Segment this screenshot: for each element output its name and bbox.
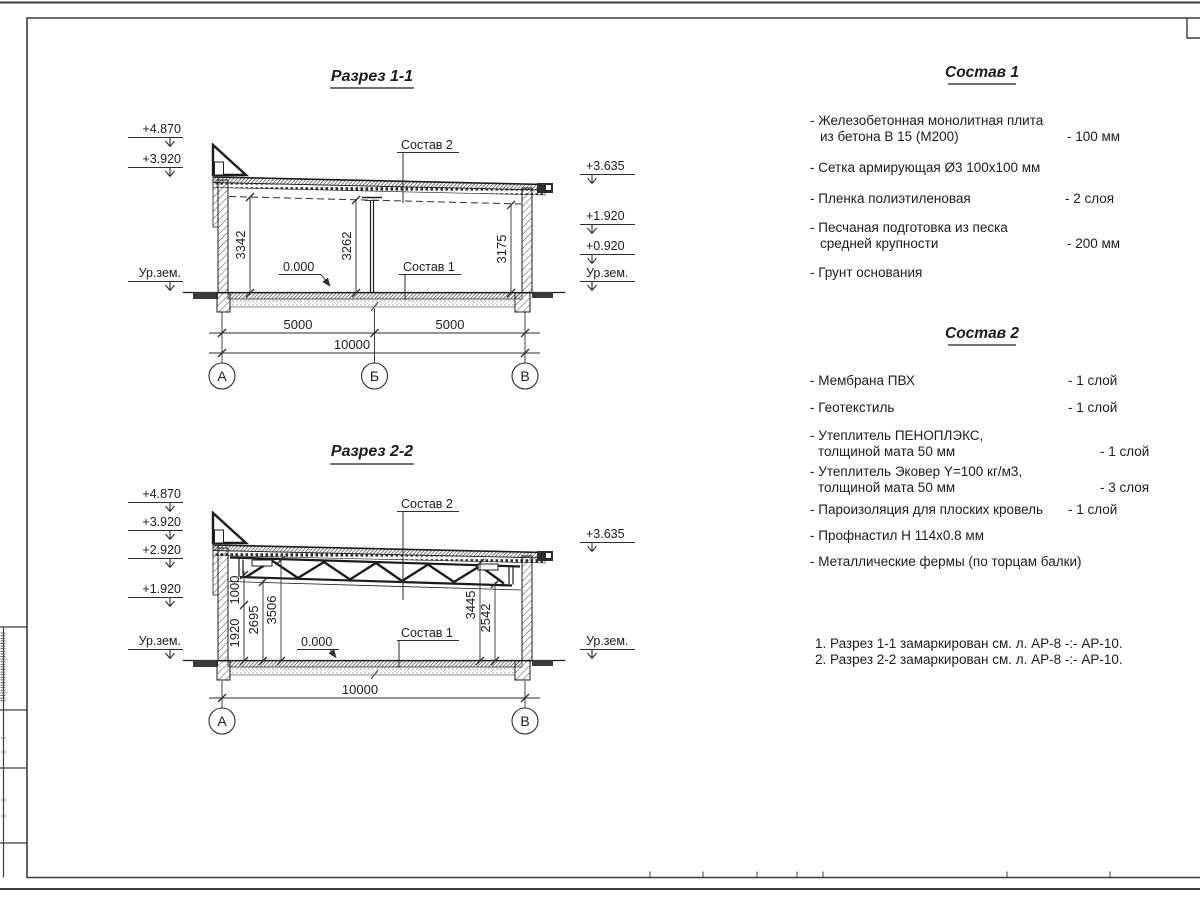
truss-bearing-pad-right	[478, 564, 498, 570]
ground-stub-right	[532, 292, 553, 298]
list-item-value: - 200 мм	[1067, 236, 1121, 251]
sostav2-leader-label: Состав 2	[401, 138, 453, 152]
zero-level-label: 0.000	[283, 260, 315, 274]
list-item-line: - Геотекстиль	[810, 400, 895, 415]
ground-stub-left	[193, 292, 218, 299]
elevation-mark-label: +3.920	[142, 152, 181, 166]
sand-bed-band	[230, 667, 515, 675]
list-item-line: - Утеплитель Эковер Y=100 кг/м3,	[810, 464, 1023, 479]
list-item-value: - 1 слой	[1100, 444, 1150, 459]
section-2-2-title: Разрез 2-2	[330, 443, 414, 460]
list-item-line: - Сетка армирующая Ø3 100х100 мм	[810, 160, 1041, 175]
axis-bubble-label: В	[520, 368, 530, 384]
note-line: 1. Разрез 1-1 замаркирован см. л. АР-8 -:- АР-10.	[815, 636, 1123, 651]
list-item-line: - Песчаная подготовка из песка	[810, 220, 1008, 235]
notes	[815, 636, 1123, 667]
list-item-line: толщиной мата 50 мм	[818, 444, 956, 459]
axis-bubble-label: В	[520, 713, 530, 729]
axis-bubble-label: А	[217, 368, 227, 384]
sostav1-leader-label: Состав 1	[403, 260, 455, 274]
sostav-1-heading: Состав 1	[945, 64, 1019, 81]
footing-right	[515, 293, 530, 312]
section-1-1-title: Разрез 1-1	[330, 68, 414, 85]
list-item-line: - Пароизоляция для плоских кровель	[810, 502, 1044, 517]
vertical-dim: 1000	[227, 575, 242, 605]
list-item-value: - 1 слой	[1068, 502, 1118, 517]
elevation-mark-label: +0.920	[586, 239, 625, 253]
vertical-dim: 2695	[246, 605, 261, 635]
list-item-line: средней крупности	[820, 236, 939, 251]
list-item-line: из бетона В 15 (М200)	[820, 129, 959, 144]
list-item-value: - 2 слоя	[1065, 191, 1115, 206]
list-item-line: - Железобетонная монолитная плита	[810, 113, 1044, 128]
footing-left	[217, 661, 230, 680]
list-item-value: - 1 слой	[1068, 373, 1118, 388]
floor-slab-band	[228, 293, 522, 299]
dim-5000-left: 5000	[283, 317, 313, 332]
sostav2-leader-label: Состав 2	[401, 497, 453, 511]
elevation-mark-label: +1.920	[586, 209, 625, 223]
note-line: 2. Разрез 2-2 замаркирован см. л. АР-8 -:- АР-10.	[815, 652, 1123, 667]
wall-right	[522, 188, 532, 293]
list-item-value: - 1 слой	[1068, 400, 1118, 415]
sostav1-leader-label: Состав 1	[401, 626, 453, 640]
parapet-wall-strip	[213, 177, 218, 227]
wall-right	[522, 556, 532, 661]
dim-5000-right: 5000	[435, 317, 465, 332]
footing-left	[217, 293, 230, 312]
elevation-mark-label: +3.920	[142, 515, 181, 529]
parapet-notch	[215, 530, 224, 543]
vertical-dim: 3445	[463, 590, 478, 620]
sostav-2-heading: Состав 2	[945, 325, 1019, 342]
ground-level-label: Ур.зем.	[586, 266, 629, 280]
elevation-mark-label: +3.635	[586, 159, 625, 173]
axis-bubble-label: А	[217, 713, 227, 729]
vertical-dim: 3342	[233, 230, 248, 260]
elevation-mark-label: +2.920	[142, 543, 181, 557]
ground-stub-right	[532, 660, 553, 666]
list-item-line: - Утеплитель ПЕНОПЛЭКС,	[810, 428, 984, 443]
vertical-dim: 3175	[494, 234, 509, 264]
elevation-mark-label: +4.870	[142, 487, 181, 501]
ground-level-label: Ур.зем.	[586, 634, 629, 648]
list-item-line: - Металлические фермы (по торцам балки)	[810, 554, 1082, 569]
zero-level-label: 0.000	[301, 635, 333, 649]
ground-level-label: Ур.зем.	[138, 634, 181, 648]
truss-bearing-pad-left	[252, 560, 272, 566]
elevation-mark-label: +3.635	[586, 527, 625, 541]
sand-bed-band	[230, 299, 515, 307]
dim-10000: 10000	[341, 682, 379, 697]
ground-level-label: Ур.зем.	[138, 266, 181, 280]
axis-bubble-label: Б	[369, 368, 380, 384]
list-item-value: - 100 мм	[1067, 129, 1121, 144]
parapet-notch	[215, 162, 224, 175]
vertical-dim: 1920	[227, 618, 242, 648]
vertical-dim: 2542	[478, 603, 493, 633]
wall-left	[218, 180, 228, 293]
list-item-line: - Мембрана ПВХ	[810, 373, 915, 388]
list-item-line: толщиной мата 50 мм	[818, 480, 956, 495]
ground-stub-left	[193, 660, 218, 667]
stamp-fine-print	[1, 631, 8, 703]
list-item-line: - Пленка полиэтиленовая	[810, 191, 971, 206]
parapet-wall-strip	[213, 545, 218, 595]
list-item-line: - Грунт основания	[810, 265, 923, 280]
elevation-mark-label: +4.870	[142, 122, 181, 136]
roof-edge-cap-notch	[546, 553, 551, 558]
list-item-line: - Профнастил Н 114х0.8 мм	[810, 528, 984, 543]
vertical-dim: 3262	[339, 231, 354, 261]
list-item-value: - 3 слоя	[1100, 480, 1150, 495]
footing-right	[515, 661, 530, 680]
dim-10000: 10000	[333, 337, 371, 352]
elevation-mark-label: +1.920	[142, 582, 181, 596]
vertical-dim: 3506	[264, 595, 279, 625]
roof-edge-cap-notch	[546, 185, 551, 190]
